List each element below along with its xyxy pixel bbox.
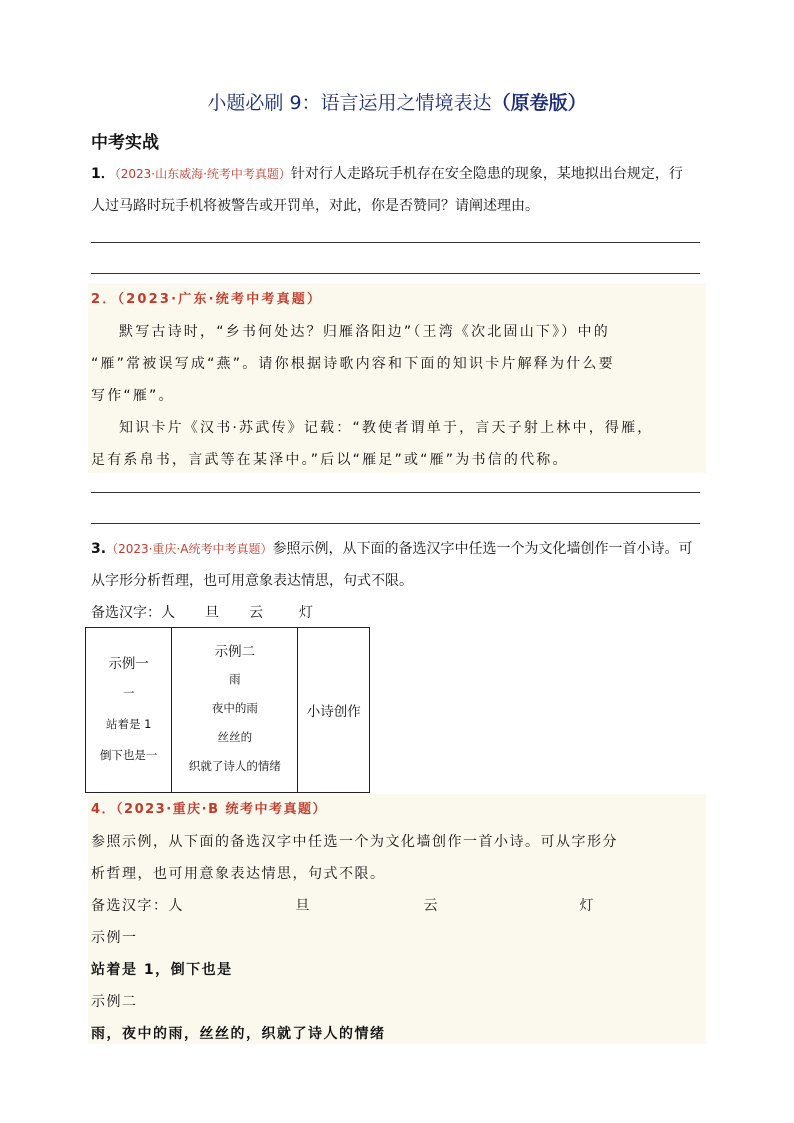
q3-candidates-label: 备选汉字： — [91, 605, 161, 621]
candidate-char: 人 — [168, 898, 184, 914]
question-3 — [91, 533, 706, 629]
q1-text-2: 人过马路时玩手机将被警告或开罚单，对此，你是否赞同？请阐述理由。 — [91, 198, 539, 214]
answer-line — [91, 523, 700, 524]
q1-text-1: 针对行人走路玩手机存在安全隐患的现象，某地拟出台规定，行 — [290, 166, 683, 182]
candidate-char: 旦 — [205, 605, 219, 621]
example-1-line: 一 — [122, 685, 135, 700]
example-1-line: 站着是 1 — [105, 716, 152, 731]
q2-line-1: 默写古诗时，“乡书何处达？归雁洛阳边”（王湾《次北固山下》）中的 — [119, 324, 610, 340]
page-title — [0, 88, 794, 115]
q2-line-4: 知识卡片《汉书·苏武传》记载：“教使者谓单于，言天子射上林中，得雁， — [119, 420, 654, 436]
q4-example-1-label: 示例一 — [91, 930, 138, 946]
q4-example-1-text: 站着是 1，倒下也是 — [91, 962, 233, 978]
example-2-line: 雨 — [229, 672, 241, 686]
poem-creation-label: 小诗创作 — [306, 704, 361, 720]
q4-candidates — [91, 890, 706, 922]
q3-source: （2023·重庆·A统考中考真题） — [106, 542, 273, 556]
example-2-line: 丝丝的 — [217, 730, 253, 744]
candidate-char: 人 — [161, 605, 175, 621]
poem-creation-cell — [298, 628, 370, 793]
candidate-char: 旦 — [295, 898, 311, 914]
q3-text-2: 从字形分析哲理，也可用意象表达情思，句式不限。 — [91, 573, 413, 589]
q4-example-2-label: 示例二 — [91, 994, 138, 1010]
q1-source: （2023·山东威海·统考中考真题） — [114, 167, 291, 181]
q4-candidates-label: 备选汉字： — [91, 898, 169, 914]
candidate-char: 云 — [423, 898, 439, 914]
example-2-cell — [172, 628, 298, 793]
example-1-title: 示例一 — [108, 655, 149, 672]
candidate-char: 灯 — [579, 898, 595, 914]
title-suffix: （原卷版） — [491, 92, 587, 114]
q4-example-2-text: 雨，夜中的雨，丝丝的，织就了诗人的情绪 — [91, 1026, 386, 1042]
q2-line-2: “雁”常被误写成“燕”。请你根据诗歌内容和下面的知识卡片解释为什么要 — [91, 356, 615, 372]
q2-line-5: 足有系帛书，言武等在某泽中。”后以“雁足”或“雁”为书信的代称。 — [91, 452, 569, 468]
candidate-char: 云 — [249, 605, 263, 621]
question-1 — [91, 158, 706, 222]
answer-line — [91, 492, 700, 493]
candidate-char: 灯 — [299, 605, 313, 621]
q1-number: 1． — [91, 166, 115, 182]
q3-candidates — [91, 597, 706, 629]
example-table — [85, 627, 370, 793]
question-4 — [91, 794, 706, 1050]
answer-line — [91, 242, 700, 243]
answer-line — [91, 273, 700, 274]
section-heading: 中考实战 — [91, 133, 159, 153]
example-1-line: 倒下也是一 — [99, 747, 158, 762]
example-2-title: 示例二 — [214, 644, 256, 660]
q2-header: 2．（2023·广东·统考中考真题） — [91, 292, 323, 307]
q4-header: 4．（2023·重庆·B 统考中考真题） — [91, 802, 328, 817]
q3-text-1: 参照示例，从下面的备选汉字中任选一个为文化墙创作一首小诗。可 — [272, 541, 693, 557]
q2-line-3: 写作“雁”。 — [91, 388, 175, 404]
example-2-line: 夜中的雨 — [211, 701, 258, 715]
example-2-line: 织就了诗人的情绪 — [188, 759, 281, 773]
example-1-cell — [86, 628, 172, 793]
q4-line-1: 参照示例，从下面的备选汉字中任选一个为文化墙创作一首小诗。可从字形分 — [91, 834, 618, 850]
q4-line-2: 析哲理，也可用意象表达情思，句式不限。 — [91, 866, 386, 882]
q3-number: 3. — [91, 541, 107, 557]
question-2 — [91, 284, 706, 476]
title-main: 小题必刷 9：语言运用之情境表达 — [207, 92, 492, 114]
